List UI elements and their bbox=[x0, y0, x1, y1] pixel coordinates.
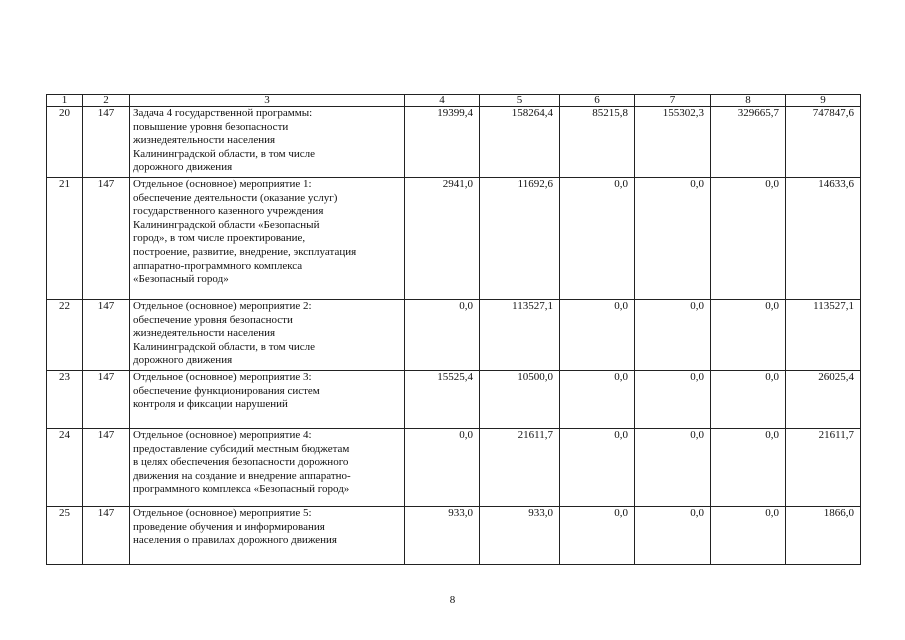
value-cell-c8: 0,0 bbox=[711, 300, 786, 371]
description-line: жизнедеятельности населения bbox=[133, 134, 276, 147]
description-line: повышение уровня безопасности bbox=[133, 120, 289, 133]
value-cell-c5: 933,0 bbox=[480, 507, 560, 565]
table-row bbox=[47, 507, 861, 565]
value-cell-c9: 26025,4 bbox=[786, 371, 861, 429]
description-line: программного комплекса «Безопасный город» bbox=[133, 483, 350, 496]
header-cell: 6 bbox=[560, 95, 635, 107]
description-cell bbox=[130, 429, 405, 507]
value-cell-c5: 158264,4 bbox=[480, 107, 560, 178]
description-line: построение, развитие, внедрение, эксплуатация bbox=[133, 245, 357, 258]
description-line: предоставление субсидий местным бюджетам bbox=[133, 442, 350, 455]
value-cell-c6: 0,0 bbox=[560, 507, 635, 565]
header-cell: 7 bbox=[635, 95, 711, 107]
value-cell-c4: 19399,4 bbox=[405, 107, 480, 178]
budget-table bbox=[46, 94, 861, 565]
value-cell-c6: 0,0 bbox=[560, 300, 635, 371]
value-cell-c6: 0,0 bbox=[560, 178, 635, 300]
header-cell: 8 bbox=[711, 95, 786, 107]
row-number-cell: 22 bbox=[47, 300, 83, 371]
code-cell: 147 bbox=[83, 429, 130, 507]
table-row bbox=[47, 107, 861, 178]
description-line: обеспечение уровня безопасности bbox=[133, 313, 293, 326]
value-cell-c8: 0,0 bbox=[711, 178, 786, 300]
value-cell-c8: 0,0 bbox=[711, 429, 786, 507]
description-line: Отдельное (основное) мероприятие 5: bbox=[133, 507, 312, 519]
value-cell-c6: 0,0 bbox=[560, 371, 635, 429]
row-number-cell: 24 bbox=[47, 429, 83, 507]
header-cell: 4 bbox=[405, 95, 480, 107]
header-cell: 5 bbox=[480, 95, 560, 107]
header-cell: 9 bbox=[786, 95, 861, 107]
description-line: дорожного движения bbox=[133, 354, 233, 367]
description-cell bbox=[130, 300, 405, 371]
description-line: город», в том числе проектирование, bbox=[133, 232, 306, 245]
description-line: обеспечение функционирования систем bbox=[133, 384, 320, 397]
description-line: населения о правилах дорожного движения bbox=[133, 534, 337, 547]
value-cell-c8: 0,0 bbox=[711, 507, 786, 565]
value-cell-c9: 747847,6 bbox=[786, 107, 861, 178]
table-row bbox=[47, 429, 861, 507]
value-cell-c9: 1866,0 bbox=[786, 507, 861, 565]
table-row bbox=[47, 371, 861, 429]
code-cell: 147 bbox=[83, 507, 130, 565]
description-line: «Безопасный город» bbox=[133, 273, 229, 286]
row-number-cell: 25 bbox=[47, 507, 83, 565]
value-cell-c4: 0,0 bbox=[405, 429, 480, 507]
description-line: Отдельное (основное) мероприятие 1: bbox=[133, 178, 312, 190]
table-body bbox=[47, 95, 861, 565]
description-line: государственного казенного учреждения bbox=[133, 205, 324, 218]
description-line: Задача 4 государственной программы: bbox=[133, 107, 313, 119]
description-line: жизнедеятельности населения bbox=[133, 327, 276, 340]
code-cell: 147 bbox=[83, 371, 130, 429]
description-line: Калининградской области «Безопасный bbox=[133, 218, 320, 231]
description-line: обеспечение деятельности (оказание услуг) bbox=[133, 191, 338, 204]
description-line: движения на создание и внедрение аппаратно- bbox=[133, 469, 351, 482]
description-line: Калининградской области, в том числе bbox=[133, 147, 316, 160]
value-cell-c9: 21611,7 bbox=[786, 429, 861, 507]
code-cell: 147 bbox=[83, 107, 130, 178]
value-cell-c7: 0,0 bbox=[635, 507, 711, 565]
value-cell-c4: 2941,0 bbox=[405, 178, 480, 300]
header-cell: 1 bbox=[47, 95, 83, 107]
value-cell-c5: 113527,1 bbox=[480, 300, 560, 371]
description-line: Отдельное (основное) мероприятие 4: bbox=[133, 429, 312, 441]
value-cell-c9: 113527,1 bbox=[786, 300, 861, 371]
table-row bbox=[47, 178, 861, 300]
code-cell: 147 bbox=[83, 300, 130, 371]
value-cell-c7: 0,0 bbox=[635, 429, 711, 507]
description-line: Отдельное (основное) мероприятие 3: bbox=[133, 371, 312, 383]
value-cell-c4: 0,0 bbox=[405, 300, 480, 371]
row-number-cell: 23 bbox=[47, 371, 83, 429]
value-cell-c8: 329665,7 bbox=[711, 107, 786, 178]
value-cell-c4: 15525,4 bbox=[405, 371, 480, 429]
description-line: Отдельное (основное) мероприятие 2: bbox=[133, 300, 312, 312]
page-number: 8 bbox=[449, 594, 456, 606]
description-cell bbox=[130, 371, 405, 429]
value-cell-c7: 0,0 bbox=[635, 178, 711, 300]
description-line: проведение обучения и информирования bbox=[133, 520, 325, 533]
value-cell-c4: 933,0 bbox=[405, 507, 480, 565]
code-cell: 147 bbox=[83, 178, 130, 300]
header-cell: 2 bbox=[83, 95, 130, 107]
value-cell-c9: 14633,6 bbox=[786, 178, 861, 300]
description-line: Калининградской области, в том числе bbox=[133, 340, 316, 353]
header-cell: 3 bbox=[130, 95, 405, 107]
value-cell-c5: 21611,7 bbox=[480, 429, 560, 507]
description-line: аппаратно-программного комплекса bbox=[133, 259, 303, 272]
row-number-cell: 21 bbox=[47, 178, 83, 300]
row-number-cell: 20 bbox=[47, 107, 83, 178]
value-cell-c5: 10500,0 bbox=[480, 371, 560, 429]
table-row bbox=[47, 300, 861, 371]
description-line: дорожного движения bbox=[133, 161, 233, 174]
value-cell-c5: 11692,6 bbox=[480, 178, 560, 300]
description-cell bbox=[130, 507, 405, 565]
value-cell-c7: 0,0 bbox=[635, 371, 711, 429]
description-line: контроля и фиксации нарушений bbox=[133, 398, 288, 411]
value-cell-c6: 85215,8 bbox=[560, 107, 635, 178]
value-cell-c6: 0,0 bbox=[560, 429, 635, 507]
description-cell bbox=[130, 178, 405, 300]
value-cell-c7: 0,0 bbox=[635, 300, 711, 371]
description-cell bbox=[130, 107, 405, 178]
header-row bbox=[47, 95, 861, 107]
value-cell-c8: 0,0 bbox=[711, 371, 786, 429]
description-line: в целях обеспечения безопасности дорожного bbox=[133, 456, 349, 469]
value-cell-c7: 155302,3 bbox=[635, 107, 711, 178]
